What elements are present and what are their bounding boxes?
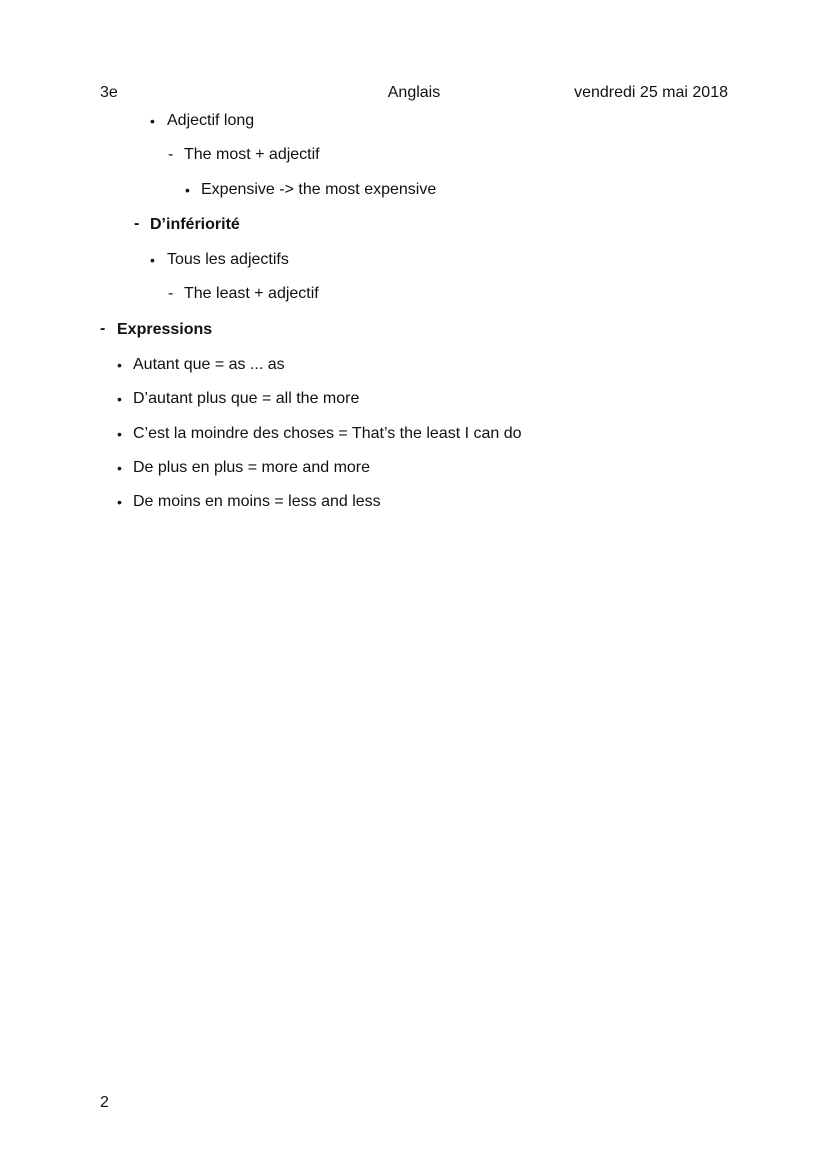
header-class-level: 3e bbox=[100, 84, 118, 101]
section-heading-inferiority: D’infériorité bbox=[150, 216, 240, 233]
bullet-marker: • bbox=[117, 494, 122, 510]
list-item: D’autant plus que = all the more bbox=[133, 390, 360, 407]
dash-marker: - bbox=[100, 320, 106, 337]
list-item: De moins en moins = less and less bbox=[133, 493, 381, 510]
page-number: 2 bbox=[100, 1094, 109, 1111]
header-date: vendredi 25 mai 2018 bbox=[574, 84, 728, 101]
dash-marker: - bbox=[168, 285, 174, 302]
bullet-marker: • bbox=[150, 252, 155, 268]
list-item: Expensive -> the most expensive bbox=[201, 181, 437, 198]
bullet-marker: • bbox=[117, 426, 122, 442]
section-heading-expressions: Expressions bbox=[117, 321, 213, 338]
list-item: De plus en plus = more and more bbox=[133, 459, 371, 476]
list-item: The least + adjectif bbox=[184, 285, 319, 302]
bullet-marker: • bbox=[150, 113, 155, 129]
list-item: C’est la moindre des choses = That’s the least I can do bbox=[133, 425, 522, 442]
list-item: The most + adjectif bbox=[184, 146, 320, 163]
bullet-marker: • bbox=[117, 391, 122, 407]
dash-marker: - bbox=[168, 146, 174, 163]
header-subject: Anglais bbox=[387, 84, 441, 101]
dash-marker: - bbox=[134, 215, 140, 232]
bullet-marker: • bbox=[117, 460, 122, 476]
list-item: Adjectif long bbox=[167, 112, 255, 129]
list-item: Tous les adjectifs bbox=[167, 251, 289, 268]
list-item: Autant que = as ... as bbox=[133, 356, 285, 373]
bullet-marker: • bbox=[117, 357, 122, 373]
bullet-marker: • bbox=[185, 182, 190, 198]
